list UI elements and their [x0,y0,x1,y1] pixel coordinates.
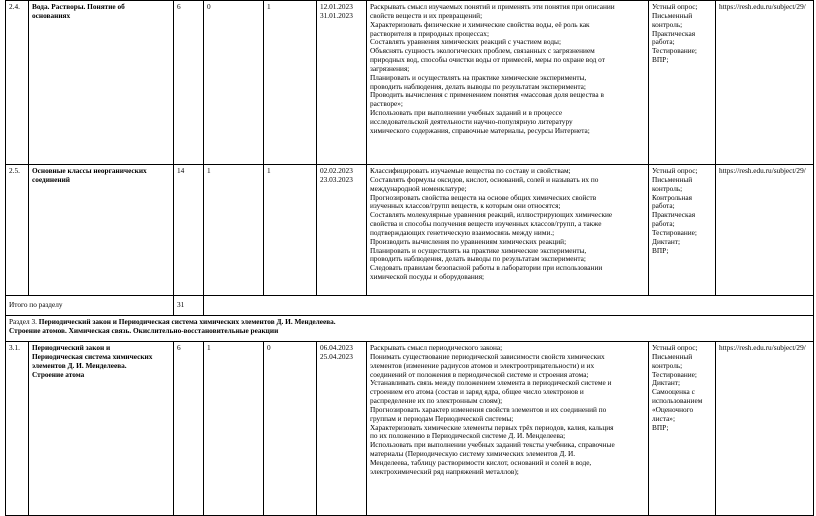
table-row [6,1,814,165]
curriculum-table [5,0,814,516]
resource-link[interactable]: https://resh.edu.ru/subject/29/ [719,166,806,175]
subtotal-row [6,296,814,316]
table-row [6,165,814,296]
activity-list: Раскрывать смысл изучаемых понятий и применять эти понятия при описании свойств веществ и их превращений; Характеризовать физические и химические свойства воды, её роль как растворителя в природных процессах; Составлять уравнения химических реакций с участием воды; Объяснять сущность экологических проблем, связанных с загрязнением природных вод, способы очистки воды от примесей, меры по охране вод от загрязнения; Планировать и осуществлять на практике химические эксперименты, проводить наблюдения, делать выводы по результатам эксперимента; Проводить вычисления с применением понятия «массовая доля вещества в растворе»; Использовать при выполнении учебных заданий и в процессе исследовательской деятельности научно-популярную литературу химического содержания, справочные материалы, ресурсы Интернета; [367,1,649,165]
topic-name: Основные классы неорганических соединений [29,165,174,296]
resource-cell [716,342,814,516]
activity-list: Классифицировать изучаемые вещества по составу и свойствам; Составлять формулы оксидов, кислот, оснований, солей и называть их по международной номенклатуре; Прогнозировать свойства веществ на основе общих химических свойств изученных классов/групп веществ, к которым они относятся; Составлять молекулярные уравнения реакций, иллюстрирующих химические свойства и способы получения веществ изученных классов/групп, а также подтверждающих генетическую взаимосвязь между ними.; Производить вычисления по уравнениям химических реакций; Планировать и осуществлять на практике химические эксперименты, проводить наблюдения, делать выводы по результатам эксперимента; Следовать правилам безопасной работы в лаборатории при использовании химической посуды и оборудования; [367,165,649,296]
topic-name: Периодический закон и Периодическая система химических элементов Д. И. Менделеева. Строение атома [29,342,174,516]
section-title: Раздел 3. Периодический закон и Периодическая система химических элементов Д. И. Менделеева. Строение атомов. Химическая связь. Окислительно-восстановительные реакции [6,316,814,342]
hours-total: 6 [174,342,204,516]
resource-link[interactable]: https://resh.edu.ru/subject/29/ [719,2,806,11]
resource-cell [716,165,814,296]
control-forms: Устный опрос; Письменный контроль; Тестирование; Диктант; Самооценка с использованием «Оценочного листа»; ВПР; [649,342,716,516]
row-number: 3.1. [6,342,29,516]
resource-link[interactable]: https://resh.edu.ru/subject/29/ [719,343,806,352]
row-number: 2.5. [6,165,29,296]
subtotal-value: 31 [174,296,204,316]
subtotal-label: Итого по разделу [6,296,174,316]
hours-practical: 0 [264,342,317,516]
hours-practical: 1 [264,165,317,296]
hours-total: 6 [174,1,204,165]
row-number: 2.4. [6,1,29,165]
control-forms: Устный опрос; Письменный контроль; Практическая работа; Тестирование; ВПР; [649,1,716,165]
section-row [6,316,814,342]
hours-control: 1 [204,342,264,516]
topic-name: Вода. Растворы. Понятие об основаниях [29,1,174,165]
subtotal-empty [204,296,814,316]
resource-cell [716,1,814,165]
activity-list: Раскрывать смысл периодического закона; Понимать существование периодической зависимости свойств химических элементов (изменение радиусов атомов и электроотрицательности) и их соединений от положения в периодической системе и строения атома; Устанавливать связь между положением элемента в периодической системе и строением его атома (состав и заряд ядра, общее число электронов и распределение их по электронным слоям); Прогнозировать характер изменения свойств элементов и их соединений по группам и периодам Периодической системы; Характеризовать химические элементы первых трёх периодов, калия, кальция по их положению в Периодической системе Д. И. Менделеева; Использовать при выполнении учебных заданий тексты учебника, справочные материалы (Периодическую систему химических элементов Д. И. Менделеева, таблицу растворимости кислот, оснований и солей в воде, электрохимический ряд напряжений металлов); [367,342,649,516]
study-dates: 02.02.2023 23.03.2023 [317,165,367,296]
study-dates: 06.04.2023 25.04.2023 [317,342,367,516]
hours-control: 0 [204,1,264,165]
hours-total: 14 [174,165,204,296]
table-row [6,342,814,516]
hours-practical: 1 [264,1,317,165]
control-forms: Устный опрос; Письменный контроль; Контрольная работа; Практическая работа; Тестирование; Диктант; ВПР; [649,165,716,296]
hours-control: 1 [204,165,264,296]
study-dates: 12.01.2023 31.01.2023 [317,1,367,165]
